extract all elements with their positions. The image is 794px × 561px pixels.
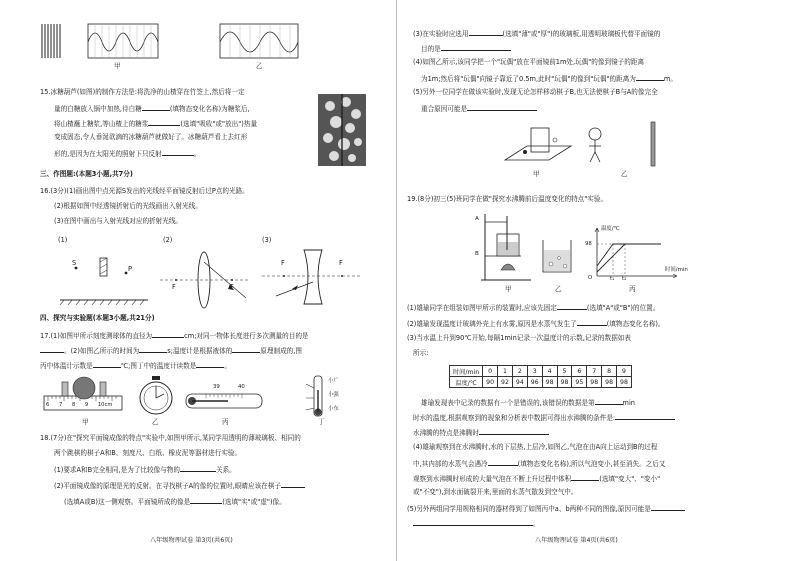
answer-blank[interactable] [413, 518, 533, 526]
waveform-yi [220, 24, 298, 58]
q15-line3: 将山楂蘸上糖浆,等山楂上的糖浆 (选填"吸收"或"放出")热量 [54, 120, 258, 128]
point-S-label: S [72, 259, 77, 267]
answer-blank[interactable] [441, 43, 511, 51]
focus-F-label: F [339, 259, 343, 267]
table-row [450, 366, 632, 377]
q16-fig1-label: (1) [58, 236, 68, 244]
q18-line7: 目的是 [421, 43, 511, 54]
table-cell: 7 [587, 366, 602, 377]
answer-blank[interactable] [488, 458, 518, 466]
q16-line2: (2)根据如图中经透镜折射后的光线画出入射光线。 [54, 202, 202, 210]
answer-blank[interactable] [180, 464, 216, 472]
q19-line12: 或"不变"),到水面破裂开来,里面的水蒸气散发到空气中。 [413, 488, 578, 496]
table-cell: 3 [527, 366, 542, 377]
answer-blank[interactable] [148, 118, 180, 126]
table-cell: 94 [512, 377, 527, 388]
table-cell: 98 [542, 377, 557, 388]
table-cell: 0 [483, 366, 498, 377]
table-cell: 9 [617, 366, 632, 377]
table-cell: 2 [512, 366, 527, 377]
table-cell: 96 [527, 377, 542, 388]
table-cell: 98 [587, 377, 602, 388]
q17-line1: 17.(1)如图甲所示刻度测球体的直径为 cm;对同一物体长度进行多次测量的目的是 [40, 332, 309, 340]
q16-fig2-label: (2) [163, 236, 173, 244]
q17-fig-wall-thermometer [300, 376, 350, 420]
answer-blank[interactable] [467, 103, 537, 111]
answer-blank[interactable] [595, 397, 623, 405]
q18-line9: 为1m;然后将"玩偶"向镜子靠近了0.5m,此时"玩偶"的像到"玩偶"的距离为 m。 [421, 75, 677, 83]
right-page [397, 0, 794, 561]
table-row [450, 377, 632, 388]
table-cell: 98 [617, 377, 632, 388]
fig-label-jia: 甲 [114, 62, 121, 70]
q17-line2: 。(2)如图乙所示的时间为 s;温度计是根据液体的 原理制成的,图 [40, 345, 302, 356]
q16-line3: (3)在图中画出与入射光线对应的折射光线。 [54, 217, 183, 225]
q19-caption-yi: 乙 [555, 285, 562, 293]
section-3-title: 三、作图题:(本题3小题,共7分) [40, 170, 133, 178]
focus-F-label: F [281, 259, 285, 267]
q19-fig-jia-apparatus [481, 212, 533, 282]
q17-caption-yi: 乙 [152, 418, 159, 426]
table-header-time: 时间/min [450, 366, 483, 377]
answer-blank[interactable] [469, 28, 503, 36]
answer-blank[interactable] [615, 412, 675, 420]
q19-line11: 观察到水沸腾时形成的大量气泡在不断上升过程中体积 (选填"变大"、"变小" [413, 475, 661, 483]
comb-shape [42, 24, 60, 58]
answer-blank[interactable] [196, 360, 224, 368]
fig-label-yi: 乙 [256, 62, 263, 70]
clamp-A-label: A [475, 216, 479, 222]
table-cell: 6 [572, 366, 587, 377]
point-P-label: P [128, 265, 132, 273]
q19-line2: (1)雄瑜同学在组装如图甲所示的装置时,应该先固定 (选填"A"或"B")的位置。 [407, 304, 660, 312]
student-name-xiaoqiang: 小强 [328, 392, 339, 398]
temperature-table [449, 365, 632, 388]
q18-fig-yi-doll-mirror [585, 122, 675, 168]
q19-caption-bing: 丙 [629, 285, 636, 293]
q18-line11: 重合原因可能是 [421, 103, 537, 114]
q18-line8: (4)如图乙所示,该同学把一个"玩偶"放在平面镜前1m处,玩偶"的像到镜子的距离 [413, 58, 645, 66]
q17-line3: 丙中体温计示数是 ℃;图丁中的温度计读数是 。 [40, 362, 231, 370]
graph-t1: t₁ [610, 276, 615, 282]
thermometer-num-39: 39 [213, 384, 220, 390]
table-cell: 5 [557, 366, 572, 377]
answer-blank[interactable] [479, 427, 549, 435]
answer-blank[interactable] [93, 360, 121, 368]
waveform-figures [40, 22, 240, 70]
q15-line4: 变成固态,令人垂涎欲滴的冰糖葫芦就做好了。冰糖葫芦看上去红形 [54, 133, 248, 141]
table-cell: 8 [602, 366, 617, 377]
q19-caption-jia: 甲 [505, 285, 512, 293]
q17-caption-jia: 甲 [82, 418, 89, 426]
q15-line1: 15.冰糖葫芦(如图)的制作方法是:将洗净的山楂穿在竹签上,然后将一定 [40, 88, 245, 96]
q19-line9: (4)雄瑜观察到在水沸腾时,水的下层热,上层冷,如图乙,气泡在由A向上运动到B的过程 [413, 443, 658, 451]
q18-line2: 两个跳棋的棋子A和B、刻度尺、白纸、橡皮泥等器材进行实验。 [54, 449, 242, 457]
answer-blank[interactable] [636, 73, 664, 81]
clamp-B-label: B [475, 251, 479, 257]
answer-blank[interactable] [651, 503, 685, 511]
thermometer-num-40: 40 [238, 384, 245, 390]
q16-fig3-concave-lens [262, 248, 362, 308]
answer-blank[interactable] [281, 480, 305, 488]
q18-caption-yi: 乙 [621, 170, 628, 178]
q19-line5: 所示: [413, 349, 429, 357]
answer-blank[interactable] [40, 345, 64, 353]
q19-line1: 19.(8分)初三(5)班同学在做"探究水沸腾前后温度变化的特点"实验。 [407, 195, 608, 203]
graph-y98: 98 [585, 241, 592, 247]
q18-caption-jia: 甲 [533, 170, 540, 178]
answer-blank[interactable] [152, 330, 184, 338]
answer-blank[interactable] [162, 148, 194, 156]
answer-blank[interactable] [139, 345, 167, 353]
q19-line3: (2)雄瑜发现温度计玻璃外壳上有水雾,原因是水蒸气发生了 (填物态变化名称)。 [407, 320, 665, 328]
q17-fig-thermometer [186, 388, 266, 414]
left-page-footer: 八年级物理试卷 第3页(共6页) [150, 537, 233, 544]
q17-fig-stopwatch [138, 376, 174, 416]
ruler-numbers: 6 7 8 9 10cm [46, 402, 113, 408]
q16-line1: 16.(3分)(1)画出图中点光源S发出的光线经平面镜反射后过P点的光路。 [40, 187, 249, 195]
q15-line2: 量的白糖放入锅中加热,待白糖 (填物态变化名称)为糖浆后, [54, 105, 250, 113]
q19-line13: (5)另外两组同学用规格相同的器材得到了如图丙中a、b两种不同的图像,原因可能是 [407, 503, 685, 514]
q16-fig3-label: (3) [262, 236, 272, 244]
section-4-title: 四、探究与实验题(本题3小题,共21分) [40, 314, 155, 322]
candied-haw-photo [318, 94, 366, 166]
q19-line10: 中,其内部的水蒸气会遇冷 (填物态变化名称),所以气泡变小,甚至消失。之后又 [413, 460, 666, 468]
table-cell: 1 [498, 366, 513, 377]
q18-line1: 18.(7分)在"探究平面镜成像的特点"实验中,如图甲所示,某同学用透明的薄玻璃板、相同的 [40, 434, 301, 442]
graph-origin: O [588, 275, 593, 281]
table-header-temp: 温度/℃ [450, 377, 483, 388]
waveform-jia [88, 24, 158, 58]
table-cell: 4 [542, 366, 557, 377]
student-name-xiaoguang: 小广 [328, 378, 339, 384]
q19-line8: 水沸腾的特点是沸腾时 [413, 427, 549, 438]
q18-line3: (1)要求A和B完全相同,是为了比较像与物的 关系。 [54, 466, 236, 474]
q15-line5: 形的,是因为在太阳光的照射下只反射 。 [54, 150, 201, 158]
q18-line4: (2)平面镜成像的原理是光的反射。在寻找棋子A的像的位置时,眼睛应该在棋子 [54, 480, 305, 491]
answer-blank[interactable] [142, 103, 170, 111]
graph-ylabel: 温度/℃ [601, 226, 620, 232]
graph-xlabel: 时间/min [665, 267, 688, 273]
q18-line5: (选填A或B)这一侧观察。平面镜所成的像是 (选填"实"或"虚")像。 [64, 498, 286, 506]
answer-blank[interactable] [557, 302, 587, 310]
graph-t2: t₂ [622, 276, 627, 282]
q19-line4: (3)当水温上升到90℃开始,每隔1min记录一次温度计的示数,记录的数据如表 [407, 334, 631, 342]
focus-F-label: F [230, 283, 234, 291]
q16-fig1-mirror [60, 248, 150, 306]
q19-line6: 雄瑜发现表中记录的数据有一个是错误的,该错误的数据是第 min [421, 399, 635, 407]
q19-line14: 。 [413, 518, 540, 529]
right-page-footer: 八年级物理试卷 第4页(共6页) [535, 537, 618, 544]
table-cell: 98 [557, 377, 572, 388]
answer-blank[interactable] [232, 345, 260, 353]
answer-blank[interactable] [571, 473, 599, 481]
student-name-xiaodong: 小东 [328, 406, 339, 412]
focus-F-label: F [172, 283, 176, 291]
q16-fig2-convex-lens [160, 248, 250, 306]
table-cell: 98 [602, 377, 617, 388]
q17-caption-ding: 丁 [318, 418, 325, 426]
table-cell: 95 [572, 377, 587, 388]
q18-line10: (5)另外一位同学在做该实验时,发现无论怎样移动棋子B,也无法使棋子B与A的像完全 [413, 88, 658, 96]
q19-fig-yi-beaker [541, 238, 575, 276]
q18-line6: (3)在实验时应选用 (选填"薄"或"厚")的玻璃板,用透明玻璃板代替平面镜的 [413, 30, 661, 38]
q19-line7: 时水的温度,根据观察到的现象和分析表中数据可得出水沸腾的条件是: [413, 412, 675, 423]
table-cell: 92 [498, 377, 513, 388]
q18-fig-jia-mirror-setup [503, 124, 573, 164]
q17-caption-bing: 丙 [222, 418, 229, 426]
table-cell: 90 [483, 377, 498, 388]
answer-blank[interactable] [577, 318, 607, 326]
answer-blank[interactable] [190, 496, 222, 504]
